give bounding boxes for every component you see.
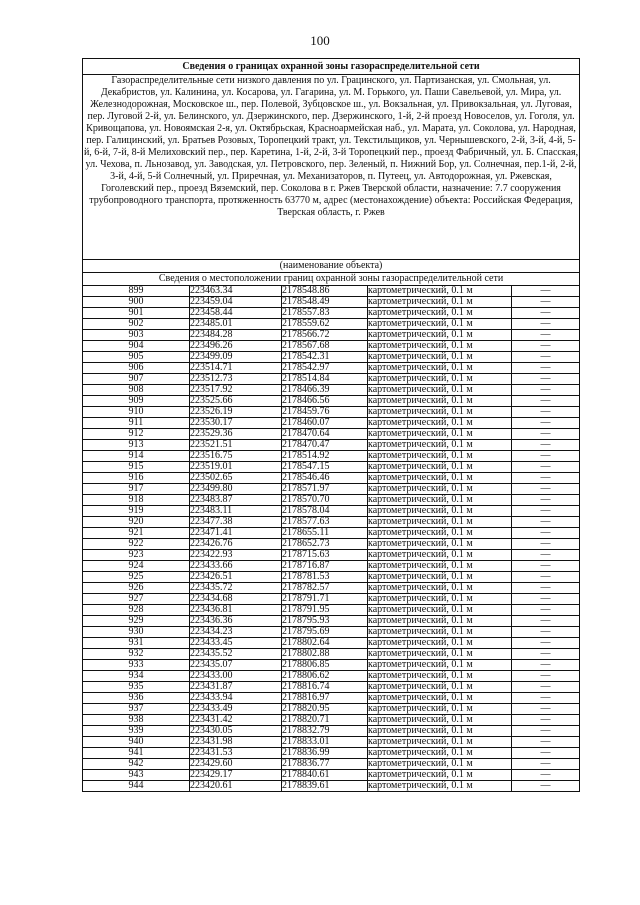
method: картометрический, 0.1 м [368,638,512,649]
accuracy-dash: — [512,594,580,605]
location-header: Сведения о местоположении границ охранной зоны газораспределительной сети [83,273,580,286]
point-number: 916 [83,473,190,484]
coord-x: 223436.36 [190,616,282,627]
coord-x: 223431.42 [190,715,282,726]
coord-y: 2178567.68 [282,341,368,352]
page-number: 100 [310,33,330,48]
coord-y: 2178460.07 [282,418,368,429]
accuracy-dash: — [512,737,580,748]
table-row [83,473,580,484]
table-row [83,517,580,528]
point-number: 911 [83,418,190,429]
coord-y: 2178795.69 [282,627,368,638]
coord-y: 2178839.61 [282,781,368,792]
coord-x: 223530.17 [190,418,282,429]
accuracy-dash: — [512,561,580,572]
point-number: 906 [83,363,190,374]
table-row [83,748,580,759]
coord-y: 2178559.62 [282,319,368,330]
coord-x: 223502.65 [190,473,282,484]
method: картометрический, 0.1 м [368,737,512,748]
method: картометрический, 0.1 м [368,407,512,418]
method: картометрический, 0.1 м [368,759,512,770]
accuracy-dash: — [512,440,580,451]
zone-boundary-table [82,58,580,792]
table-row [83,726,580,737]
method: картометрический, 0.1 м [368,616,512,627]
coord-x: 223463.34 [190,286,282,297]
table-row [83,759,580,770]
coord-x: 223514.71 [190,363,282,374]
coord-y: 2178802.64 [282,638,368,649]
point-number: 942 [83,759,190,770]
table-row [83,539,580,550]
method: картометрический, 0.1 м [368,649,512,660]
coord-x: 223512.73 [190,374,282,385]
accuracy-dash: — [512,572,580,583]
coord-y: 2178820.71 [282,715,368,726]
method: картометрический, 0.1 м [368,682,512,693]
point-number: 919 [83,506,190,517]
coord-x: 223433.00 [190,671,282,682]
coord-x: 223431.98 [190,737,282,748]
table-row [83,429,580,440]
table-row [83,528,580,539]
accuracy-dash: — [512,308,580,319]
point-number: 930 [83,627,190,638]
coord-y: 2178836.99 [282,748,368,759]
table-row [83,671,580,682]
coord-x: 223430.05 [190,726,282,737]
caption-row [83,260,580,273]
coord-y: 2178652.73 [282,539,368,550]
coord-y: 2178542.31 [282,352,368,363]
table-row [83,583,580,594]
table-row [83,440,580,451]
method: картометрический, 0.1 м [368,660,512,671]
accuracy-dash: — [512,638,580,649]
table-body [83,59,580,792]
method: картометрический, 0.1 м [368,484,512,495]
point-number: 922 [83,539,190,550]
coord-x: 223433.49 [190,704,282,715]
title-row [83,59,580,75]
point-number: 924 [83,561,190,572]
table-row [83,451,580,462]
accuracy-dash: — [512,671,580,682]
table-row [83,363,580,374]
table-row [83,616,580,627]
table-row [83,495,580,506]
accuracy-dash: — [512,759,580,770]
point-number: 921 [83,528,190,539]
table-row [83,462,580,473]
coord-x: 223521.51 [190,440,282,451]
method: картометрический, 0.1 м [368,286,512,297]
table-row [83,286,580,297]
method: картометрический, 0.1 м [368,671,512,682]
table-row [83,649,580,660]
method: картометрический, 0.1 м [368,363,512,374]
point-number: 941 [83,748,190,759]
accuracy-dash: — [512,495,580,506]
coord-x: 223496.26 [190,341,282,352]
coord-y: 2178820.95 [282,704,368,715]
accuracy-dash: — [512,539,580,550]
point-number: 927 [83,594,190,605]
accuracy-dash: — [512,627,580,638]
method: картометрический, 0.1 м [368,726,512,737]
table-row [83,319,580,330]
method: картометрический, 0.1 м [368,418,512,429]
method: картометрический, 0.1 м [368,704,512,715]
method: картометрический, 0.1 м [368,572,512,583]
table-row [83,693,580,704]
point-number: 926 [83,583,190,594]
coord-y: 2178716.87 [282,561,368,572]
accuracy-dash: — [512,682,580,693]
accuracy-dash: — [512,506,580,517]
point-number: 939 [83,726,190,737]
accuracy-dash: — [512,462,580,473]
accuracy-dash: — [512,341,580,352]
coord-x: 223483.87 [190,495,282,506]
coord-y: 2178459.76 [282,407,368,418]
coord-x: 223429.60 [190,759,282,770]
accuracy-dash: — [512,319,580,330]
accuracy-dash: — [512,649,580,660]
coord-x: 223433.94 [190,693,282,704]
coord-x: 223436.81 [190,605,282,616]
accuracy-dash: — [512,704,580,715]
point-number: 904 [83,341,190,352]
table-row [83,407,580,418]
coord-x: 223499.09 [190,352,282,363]
location-header-row [83,273,580,286]
point-number: 936 [83,693,190,704]
point-number: 918 [83,495,190,506]
accuracy-dash: — [512,473,580,484]
accuracy-dash: — [512,484,580,495]
method: картометрический, 0.1 м [368,715,512,726]
accuracy-dash: — [512,451,580,462]
table-row [83,660,580,671]
point-number: 938 [83,715,190,726]
coord-y: 2178806.85 [282,660,368,671]
point-number: 935 [83,682,190,693]
coord-y: 2178791.95 [282,605,368,616]
coord-y: 2178514.84 [282,374,368,385]
coord-x: 223459.04 [190,297,282,308]
method: картометрический, 0.1 м [368,748,512,759]
coord-x: 223499.80 [190,484,282,495]
table-row [83,704,580,715]
coord-y: 2178816.97 [282,693,368,704]
method: картометрический, 0.1 м [368,506,512,517]
coord-y: 2178816.74 [282,682,368,693]
table-row [83,561,580,572]
point-number: 908 [83,385,190,396]
method: картометрический, 0.1 м [368,429,512,440]
coord-y: 2178470.64 [282,429,368,440]
table-row [83,374,580,385]
point-number: 902 [83,319,190,330]
point-number: 925 [83,572,190,583]
point-number: 928 [83,605,190,616]
table-row [83,506,580,517]
accuracy-dash: — [512,693,580,704]
table-row [83,418,580,429]
coord-x: 223483.11 [190,506,282,517]
coord-x: 223435.07 [190,660,282,671]
coord-x: 223431.53 [190,748,282,759]
method: картометрический, 0.1 м [368,396,512,407]
accuracy-dash: — [512,418,580,429]
coord-y: 2178836.77 [282,759,368,770]
method: картометрический, 0.1 м [368,297,512,308]
method: картометрический, 0.1 м [368,539,512,550]
point-number: 910 [83,407,190,418]
accuracy-dash: — [512,429,580,440]
accuracy-dash: — [512,385,580,396]
point-number: 901 [83,308,190,319]
coord-y: 2178542.97 [282,363,368,374]
coord-y: 2178566.72 [282,330,368,341]
accuracy-dash: — [512,286,580,297]
coord-x: 223471.41 [190,528,282,539]
coord-x: 223519.01 [190,462,282,473]
coord-x: 223458.44 [190,308,282,319]
coord-x: 223526.19 [190,407,282,418]
coord-y: 2178548.49 [282,297,368,308]
coord-x: 223426.76 [190,539,282,550]
coord-y: 2178546.46 [282,473,368,484]
coord-y: 2178570.70 [282,495,368,506]
method: картометрический, 0.1 м [368,385,512,396]
method: картометрический, 0.1 м [368,550,512,561]
accuracy-dash: — [512,781,580,792]
method: картометрический, 0.1 м [368,605,512,616]
table-row [83,770,580,781]
accuracy-dash: — [512,407,580,418]
accuracy-dash: — [512,517,580,528]
coord-x: 223435.72 [190,583,282,594]
method: картометрический, 0.1 м [368,517,512,528]
accuracy-dash: — [512,660,580,671]
coord-x: 223484.28 [190,330,282,341]
coord-y: 2178802.88 [282,649,368,660]
table-row [83,627,580,638]
table-row [83,396,580,407]
method: картометрический, 0.1 м [368,693,512,704]
method: картометрический, 0.1 м [368,627,512,638]
coord-x: 223435.52 [190,649,282,660]
table-row [83,330,580,341]
table-row [83,605,580,616]
object-description: Газораспределительные сети низкого давления по ул. Грацинского, ул. Партизанская, ул. Смольная, ул. Декабристов, ул. Калинина, ул. Косарова, ул. Гагарина, ул. М. Горького, ул. Паши Савельевой, ул. Мира, ул. Железнодорожная, Московское ш., пер. Полевой, Зубцовское ш., ул. Вокзальная, ул. Привокзальная, ул. Луговая, пер. Луговой 2-й, ул. Белинского, ул. Дзержинского, пер. Дзержинского, 1-й, 2-й проезд Новоселов, ул. Гоголя, ул. Кривощапова, ул. Новоямская 2-я, ул. Октябрьская, Красноармейская наб., ул. Марата, ул. Соколова, ул. Народная, пер. Галицинский, ул. Братьев Розовых, Торопецкий тракт, ул. Текстильщиков, ул. Чернышевского, 2-й, 3-й, 4-й, 5-й, 6-й, 7-й, 8-й Мелиховский пер., пер. Каретина, 1-й, 2-й, 3-й Торопецкий пер., проезд Фабричный, ул. Б. Спасская, ул. Чехова, п. Льнозавод, ул. Заводская, ул. Петровского, пер. Зеленый, п. Нижний Бор, ул. Солнечная, пер.1-й, 2-й, 3-й, 4-й, 5-й Солнечный, ул. Приречная, ул. Механизаторов, п. Путеец, ул. Автодорожная, ул. Ржевская, Гоголевский пер., проезд Вяземский, пер. Соколова в г. Ржев Тверской области, назначение: 7.7 сооружения трубопроводного транспорта, протяженность 63770 м, адрес (местонахождение) объекта: Российская Федерация, Тверская область, г. Ржев [83,75,580,260]
coord-y: 2178466.39 [282,385,368,396]
point-number: 944 [83,781,190,792]
coord-y: 2178833.01 [282,737,368,748]
point-number: 940 [83,737,190,748]
table-row [83,352,580,363]
method: картометрический, 0.1 м [368,330,512,341]
accuracy-dash: — [512,726,580,737]
point-number: 909 [83,396,190,407]
table-row [83,715,580,726]
point-number: 900 [83,297,190,308]
point-number: 913 [83,440,190,451]
object-caption: (наименование объекта) [83,260,580,273]
method: картометрический, 0.1 м [368,341,512,352]
point-number: 929 [83,616,190,627]
coord-x: 223422.93 [190,550,282,561]
table-row [83,594,580,605]
accuracy-dash: — [512,748,580,759]
method: картометрический, 0.1 м [368,352,512,363]
method: картометрический, 0.1 м [368,462,512,473]
table-row [83,297,580,308]
coord-y: 2178571.97 [282,484,368,495]
accuracy-dash: — [512,605,580,616]
coord-x: 223529.36 [190,429,282,440]
point-number: 937 [83,704,190,715]
point-number: 903 [83,330,190,341]
point-number: 932 [83,649,190,660]
table-row [83,572,580,583]
method: картометрический, 0.1 м [368,781,512,792]
table-row [83,737,580,748]
accuracy-dash: — [512,770,580,781]
table-row [83,638,580,649]
coord-y: 2178840.61 [282,770,368,781]
method: картометрический, 0.1 м [368,308,512,319]
point-number: 933 [83,660,190,671]
coord-y: 2178781.53 [282,572,368,583]
accuracy-dash: — [512,583,580,594]
point-number: 934 [83,671,190,682]
coord-y: 2178791.71 [282,594,368,605]
coord-x: 223426.51 [190,572,282,583]
method: картометрический, 0.1 м [368,495,512,506]
coord-x: 223429.17 [190,770,282,781]
description-row [83,75,580,260]
method: картометрический, 0.1 м [368,319,512,330]
table-row [83,308,580,319]
point-number: 912 [83,429,190,440]
method: картометрический, 0.1 м [368,451,512,462]
coord-y: 2178832.79 [282,726,368,737]
coord-y: 2178782.57 [282,583,368,594]
point-number: 907 [83,374,190,385]
accuracy-dash: — [512,528,580,539]
accuracy-dash: — [512,616,580,627]
point-number: 899 [83,286,190,297]
coord-x: 223517.92 [190,385,282,396]
point-number: 915 [83,462,190,473]
point-number: 914 [83,451,190,462]
method: картометрический, 0.1 м [368,473,512,484]
coord-y: 2178557.83 [282,308,368,319]
coord-x: 223420.61 [190,781,282,792]
table-title: Сведения о границах охранной зоны газораспределительной сети [83,59,580,75]
coord-x: 223516.75 [190,451,282,462]
coord-y: 2178578.04 [282,506,368,517]
accuracy-dash: — [512,550,580,561]
accuracy-dash: — [512,330,580,341]
method: картометрический, 0.1 м [368,770,512,781]
accuracy-dash: — [512,352,580,363]
accuracy-dash: — [512,374,580,385]
coord-y: 2178655.11 [282,528,368,539]
method: картометрический, 0.1 м [368,374,512,385]
table-row [83,550,580,561]
table-row [83,682,580,693]
point-number: 931 [83,638,190,649]
method: картометрический, 0.1 м [368,594,512,605]
coord-y: 2178715.63 [282,550,368,561]
accuracy-dash: — [512,363,580,374]
coord-y: 2178806.62 [282,671,368,682]
method: картометрический, 0.1 м [368,528,512,539]
coord-y: 2178470.47 [282,440,368,451]
accuracy-dash: — [512,715,580,726]
coord-x: 223433.45 [190,638,282,649]
point-number: 923 [83,550,190,561]
table-row [83,341,580,352]
method: картометрический, 0.1 м [368,561,512,572]
coord-x: 223434.23 [190,627,282,638]
table-row [83,385,580,396]
coord-x: 223431.87 [190,682,282,693]
point-number: 920 [83,517,190,528]
table-row [83,781,580,792]
point-number: 917 [83,484,190,495]
point-number: 905 [83,352,190,363]
coord-x: 223433.66 [190,561,282,572]
coord-x: 223477.38 [190,517,282,528]
coord-y: 2178466.56 [282,396,368,407]
coord-y: 2178547.15 [282,462,368,473]
coord-y: 2178514.92 [282,451,368,462]
coord-y: 2178548.86 [282,286,368,297]
coord-y: 2178577.63 [282,517,368,528]
method: картометрический, 0.1 м [368,440,512,451]
coord-y: 2178795.93 [282,616,368,627]
accuracy-dash: — [512,297,580,308]
table-row [83,484,580,495]
method: картометрический, 0.1 м [368,583,512,594]
coord-x: 223434.68 [190,594,282,605]
coord-x: 223525.66 [190,396,282,407]
point-number: 943 [83,770,190,781]
accuracy-dash: — [512,396,580,407]
coord-x: 223485.01 [190,319,282,330]
